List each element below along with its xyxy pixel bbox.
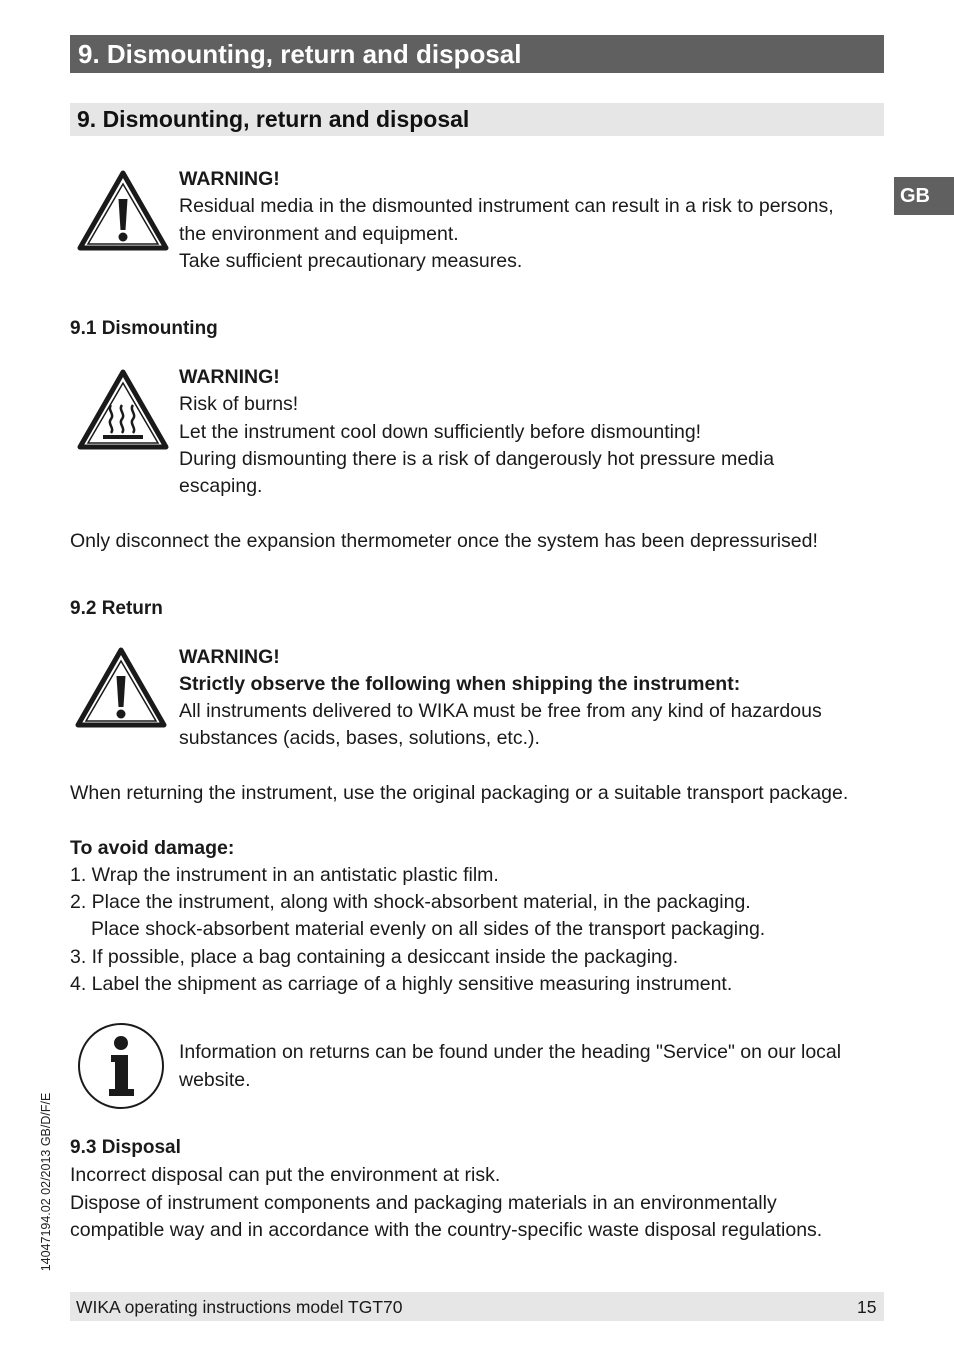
info-text-line: Information on returns can be found under the heading "Service" on our local — [179, 1041, 842, 1063]
warning-text-line: escaping. — [179, 475, 263, 497]
dismounting-note: Only disconnect the expansion thermometer once the system has been depressurised! — [70, 530, 818, 552]
list-item-continuation: Place shock-absorbent material evenly on all sides of the transport packaging. — [91, 918, 766, 940]
dismounting-heading: 9.1 Dismounting — [70, 318, 218, 339]
warning-text-line: All instruments delivered to WIKA must be free from any kind of hazardous — [179, 700, 822, 722]
section-title: 9. Dismounting, return and disposal — [70, 103, 884, 136]
disposal-text-line: Dispose of instrument components and packaging materials in an environmentally — [70, 1192, 777, 1214]
warning-text-line: substances (acids, bases, solutions, etc.). — [179, 727, 540, 749]
list-item: 3. If possible, place a bag containing a desiccant inside the packaging. — [70, 946, 679, 968]
language-tab: GB — [894, 177, 954, 215]
info-text-line: website. — [179, 1069, 251, 1091]
packaging-note: When returning the instrument, use the original packaging or a suitable transport package. — [70, 782, 849, 804]
avoid-damage-heading: To avoid damage: — [70, 837, 235, 859]
hot-surface-warning-icon — [76, 367, 170, 451]
list-item: 2. Place the instrument, along with shock-absorbent material, in the packaging. — [70, 891, 751, 913]
list-item: 4. Label the shipment as carriage of a highly sensitive measuring instrument. — [70, 973, 733, 995]
warning-triangle-icon — [74, 645, 168, 729]
disposal-text-line: compatible way and in accordance with the country-specific waste disposal regulations. — [70, 1219, 823, 1241]
warning-text-line: During dismounting there is a risk of dangerously hot pressure media — [179, 448, 775, 470]
warning-text-line: Take sufficient precautionary measures. — [179, 250, 523, 272]
warning-triangle-icon — [76, 168, 170, 252]
return-heading: 9.2 Return — [70, 598, 163, 619]
warning-title: WARNING! — [179, 168, 280, 190]
chapter-header: 9. Dismounting, return and disposal — [70, 35, 884, 73]
footer-title: WIKA operating instructions model TGT70 — [76, 1297, 403, 1317]
warning-title: WARNING! — [179, 646, 280, 668]
warning-text-line: Residual media in the dismounted instrument can result in a risk to persons, — [179, 195, 834, 217]
warning-text-line: Let the instrument cool down sufficiently before dismounting! — [179, 421, 702, 443]
warning-text-line: the environment and equipment. — [179, 223, 459, 245]
disposal-text-line: Incorrect disposal can put the environment at risk. — [70, 1164, 501, 1186]
warning-text-line: Risk of burns! — [179, 393, 299, 415]
information-icon — [76, 1021, 166, 1111]
document-code: 14047194.02 02/2013 GB/D/F/E — [39, 1092, 53, 1272]
list-item: 1. Wrap the instrument in an antistatic plastic film. — [70, 864, 499, 886]
warning-title: WARNING! — [179, 366, 280, 388]
warning-bold-line: Strictly observe the following when shipping the instrument: — [179, 673, 741, 695]
page-number: 15 — [857, 1297, 877, 1317]
disposal-heading: 9.3 Disposal — [70, 1137, 181, 1158]
